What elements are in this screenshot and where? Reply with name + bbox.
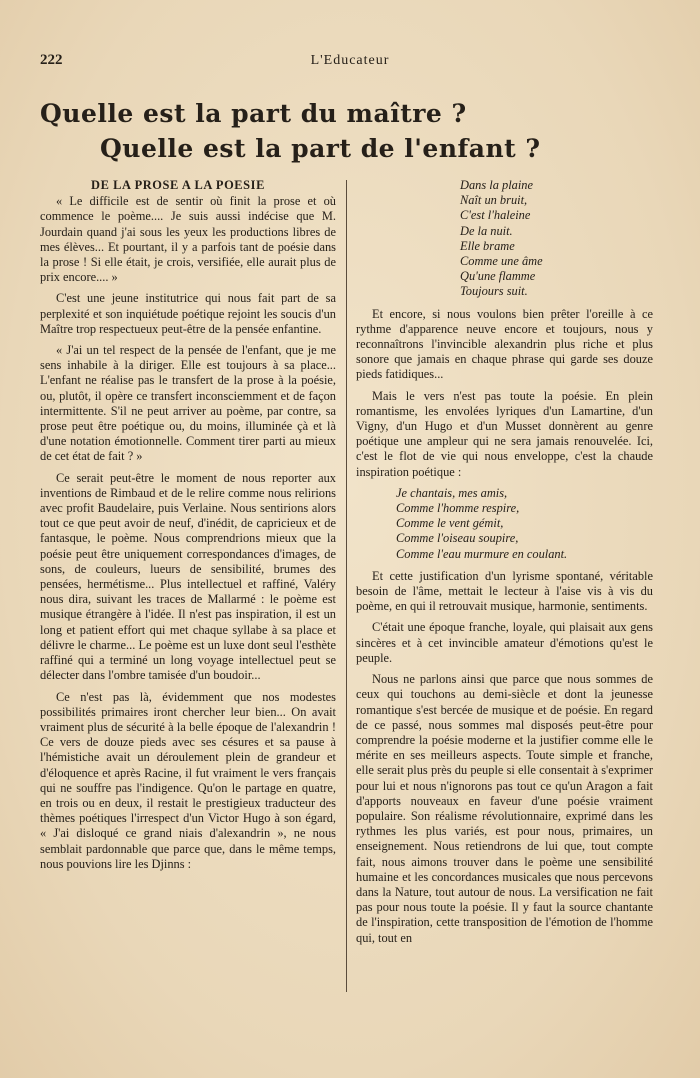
running-head — [0, 53, 700, 69]
paragraph: « Le difficile est de sentir où finit la prose et où commence le poème.... Je suis aussi indécise que M. Jourdain quand j'ai sous les yeux les productions libres de mes élèves... Et pourtant, il y a parfois tant de poésie dans la prose ! Si elle était, je crois, versifiée, elle aurait plus de prix encore.... » — [40, 194, 336, 285]
title-line-1: Quelle est la part du maître ? — [40, 99, 467, 128]
page-number: 222 — [40, 52, 63, 68]
poem-line: Comme l'oiseau soupire, — [396, 531, 519, 546]
paragraph: Mais le vers n'est pas toute la poésie. En plein romantisme, les envolées lyriques d'un Lamartine, d'un Vigny, d'un Hugo et d'un Musset donnèrent au genre poétique une ampleur qui ne sera jamais renouvelée. Ici, c'est le flot de vie qui nous enveloppe, c'est la chaude inspiration poétique : — [356, 388, 653, 479]
column-divider — [346, 180, 347, 992]
paragraph: C'était une époque franche, loyale, qui plaisait aux gens sincères et à cet invincible amateur d'émotions qu'est le peuple. — [356, 620, 653, 665]
poem-line: C'est l'haleine — [460, 208, 531, 223]
poem-line: Comme l'eau murmure en coulant. — [396, 546, 568, 561]
paragraph: Ce n'est pas là, évidemment que nos modestes possibilités primaires iront chercher leur bien... On avait vraiment plus de sécurité à la belle époque de l'alexandrin ! Ce vers de douze pieds avec ses césures et sa pause à l'hémistiche avait un déroulement plein de grandeur et d'éloquence et après Racine, il fut vraiment le vers français qui ne souffre pas l'indigence. Qu'on le partage en quatre, en trois ou en deux, il restait le prestigieux traducteur des thèmes poétiques l'irrespect d'un Victor Hugo à son égard, « J'ai disloqué ce grand niais d'alexandrin », ne nous semblait pardonnable que parce que, dans le même temps, nous pouvions lire les Djinns : — [40, 689, 336, 871]
paragraph: Et encore, si nous voulons bien prêter l'oreille à ce rythme d'apparence neuve encore et toujours, nous y reconnaîtrons l'invincible alexandrin plus riche et plus sonore que jamais en chaque phrase qui garde ses douze pieds fatidiques... — [356, 306, 653, 382]
paragraph: Et cette justification d'un lyrisme spontané, véritable besoin de l'âme, mettait le lecteur à l'aise vis à vis du poème, en qui il retrouvait musique, harmonie, sentiments. — [356, 568, 653, 614]
poem-line: Naît un bruit, — [460, 193, 528, 208]
poem-line: De la nuit. — [460, 223, 513, 238]
poem-line: Dans la plaine — [460, 178, 533, 192]
poem-lyric — [356, 486, 653, 562]
poem-line: Comme l'homme respire, — [396, 501, 520, 516]
poem-line: Toujours suit. — [460, 284, 528, 299]
right-column — [356, 178, 653, 952]
poem-line: Qu'une flamme — [460, 269, 536, 284]
running-head-text: L'Educateur — [310, 53, 390, 68]
poem-line: Comme une âme — [460, 254, 543, 269]
paragraph: « J'ai un tel respect de la pensée de l'enfant, que je me sens inhabile à la diriger. Elle est toujours à sa place... L'enfant ne réalise pas le transfert de la prose à la poésie, ou, plutôt, il opère ce transfert inconsciemment et de façon intermittente. S'il ne peut arriver au poème, par contre, sa prose peut être poétique ou, du moins, illuminée çà et là d'une notation émotionnelle. Comment tirer parti au mieux de cet état de fait ? » — [40, 343, 336, 464]
paragraph: Ce serait peut-être le moment de nous reporter aux inventions de Rimbaud et de le relire comme nous relirions avec profit Baudelaire, puis Verlaine. Nous sentirions alors tout ce que peut avoir de neuf, d'inédit, de capricieux et de fantasque, le poème. Nous comprendrions mieux que la poésie peut être uniquement correspondances d'images, de sons, de couleurs, lueurs de sensibilité, brumes des pensées, hermétisme... Plus intellectuel et raffiné, Valéry nous dira, suivant les traces de Mallarmé : le poème est musique étrangère à l'idée. Il n'est pas inspiration, il est un long et patient effort qui met chaque syllabe à sa place et délivre le charme... Le poème est un luxe dont seul l'esthète raffiné qui a terminé un long voyage intellectuel peut se délecter dans l'ombre tamisée d'un boudoir... — [40, 470, 336, 683]
poem-line: Je chantais, mes amis, — [396, 485, 508, 500]
poem-line: Comme le vent gémit, — [396, 516, 504, 531]
paragraph: Nous ne parlons ainsi que parce que nous sommes de ceux qui touchons au demi-siècle et dont la jeunesse romantique s'est bercée de musique et de poésie. En regard de ce passé, nous sommes mal disposés peut-être pour comprendre la poésie moderne et la justifier comme elle le mérite en ses meilleurs aspects. Toute simple et franche, elle serait plus près du peuple si elle consentait à s'exprimer pour lui et nous n'ignorons pas tout ce qu'un Aragon a fait d'apports nouveaux en faveur d'une poésie vraiment populaire. Son réalisme révolutionnaire, exprimé dans les rythmes les plus variés, est pour nous, primaires, un enseignement. Nous retiendrons de lui que, tout compte fait, nous aimons trouver dans le poème une sensibilité humaine et les concordances musicales que nous percevons dans la Nature, tout autour de nous. La versification ne fait pas pour nous toute la poésie. Il y faut la source chantante de l'inspiration, cette transposition de l'émotion de l'homme qui, tout en — [356, 672, 653, 945]
poem-line: Elle brame — [460, 238, 515, 253]
title-line-2: Quelle est la part de l'enfant ? — [100, 134, 541, 163]
article-title — [40, 96, 660, 166]
section-subheading: DE LA PROSE A LA POESIE — [91, 178, 265, 192]
left-column — [40, 178, 336, 878]
poem-djinns — [356, 178, 653, 300]
paragraph: C'est une jeune institutrice qui nous fait part de sa perplexité et son inquiétude poétique rejoint les soucis d'un Maître trop respectueux peut-être de la pensée enfantine. — [40, 291, 336, 336]
